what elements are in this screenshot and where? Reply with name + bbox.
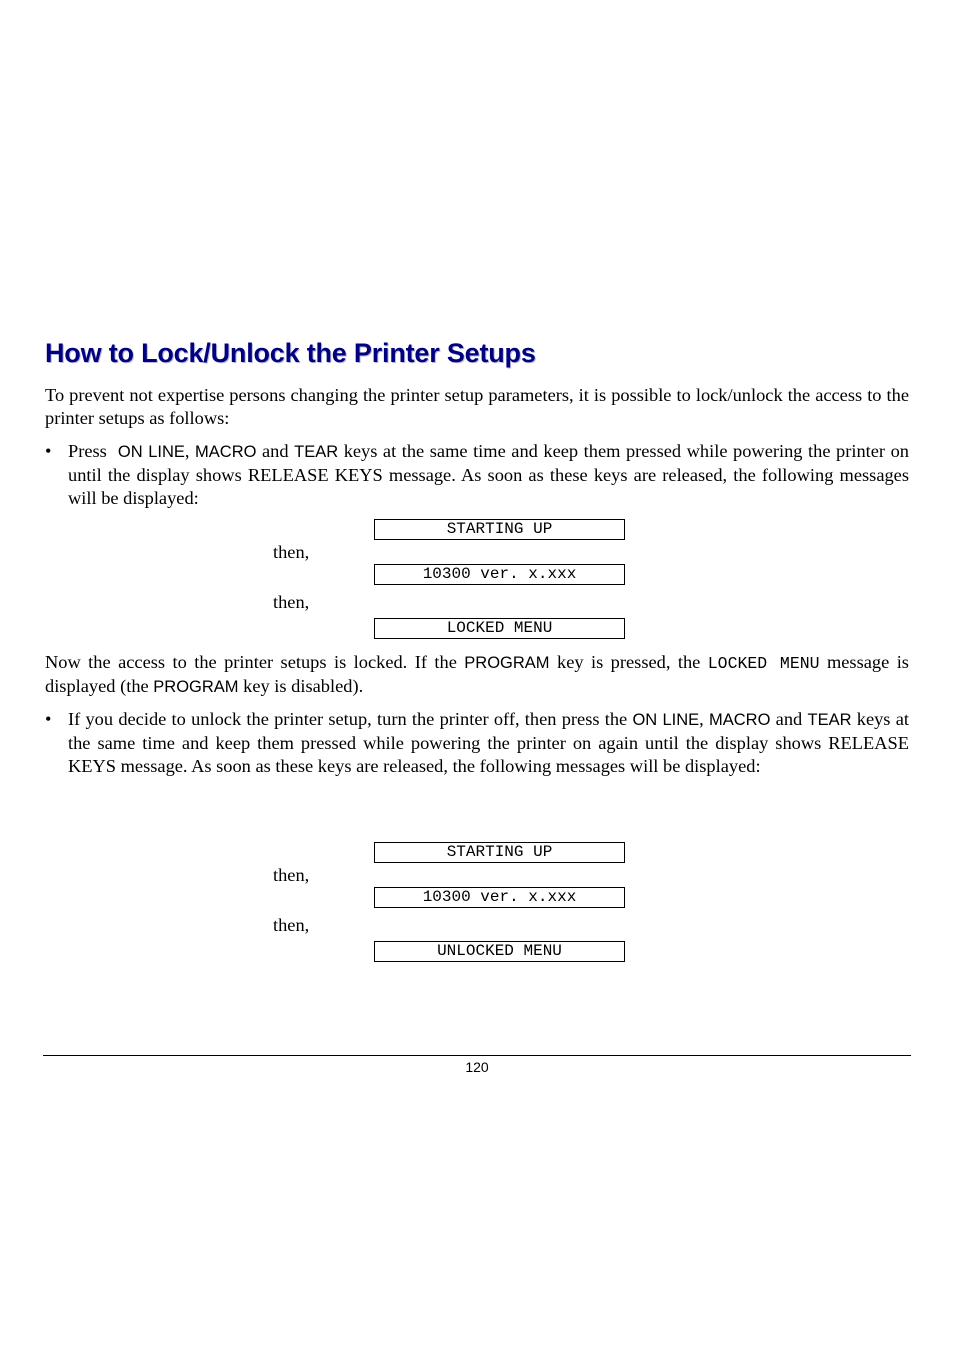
bullet-item-unlock [45,708,909,778]
lcd-display-version: 10300 ver. x.xxx [374,564,625,585]
lcd-display-locked-menu: LOCKED MENU [374,618,625,639]
key-tear: TEAR [807,711,852,729]
locked-paragraph: Now the access to the printer setups is locked. If the PROGRAM key is pressed, the LOCKED MENU message is displayed (the PROGRAM key is disabled). [45,652,909,696]
key-macro: MACRO [195,443,257,461]
lcd-display-version: 10300 ver. x.xxx [374,887,625,908]
lcd-display-starting-up: STARTING UP [374,519,625,540]
bullet-text: Press ON LINE, MACRO and TEAR keys at the same time and keep them pressed while powering the printer on until the display shows RELEASE KEYS message. As soon as these keys are released, the following messages will be displayed: [68,441,909,508]
then-label: then, [273,542,310,562]
lcd-display-unlocked-menu: UNLOCKED MENU [374,941,625,962]
key-on-line: ON LINE [117,443,185,461]
bullet-item-lock [45,440,909,510]
intro-paragraph: To prevent not expertise persons changing the printer setup parameters, it is possible to lock/unlock the access to the printer setups as follows: [45,385,909,428]
then-label: then, [273,915,310,935]
then-label: then, [273,865,310,885]
locked-menu-message: LOCKED MENU [707,654,820,673]
bullet-dot-icon: • [45,441,52,461]
page-number: 120 [465,1059,489,1075]
key-program: PROGRAM [464,654,550,672]
lcd-display-starting-up: STARTING UP [374,842,625,863]
then-label: then, [273,592,310,612]
footer-divider [43,1055,911,1056]
key-tear: TEAR [294,443,339,461]
bullet-dot-icon: • [45,709,52,729]
key-macro: MACRO [709,711,771,729]
key-program: PROGRAM [153,678,239,696]
section-heading: How to Lock/Unlock the Printer Setups [45,338,536,368]
bullet-text: If you decide to unlock the printer setup, turn the printer off, then press the ON LINE, MACRO and TEAR keys at the same time and keep them pressed while powering the printer on again until the display shows RELEASE KEYS message. As soon as these keys are released, the following messages will be displayed: [68,709,909,776]
key-on-line: ON LINE [632,711,700,729]
